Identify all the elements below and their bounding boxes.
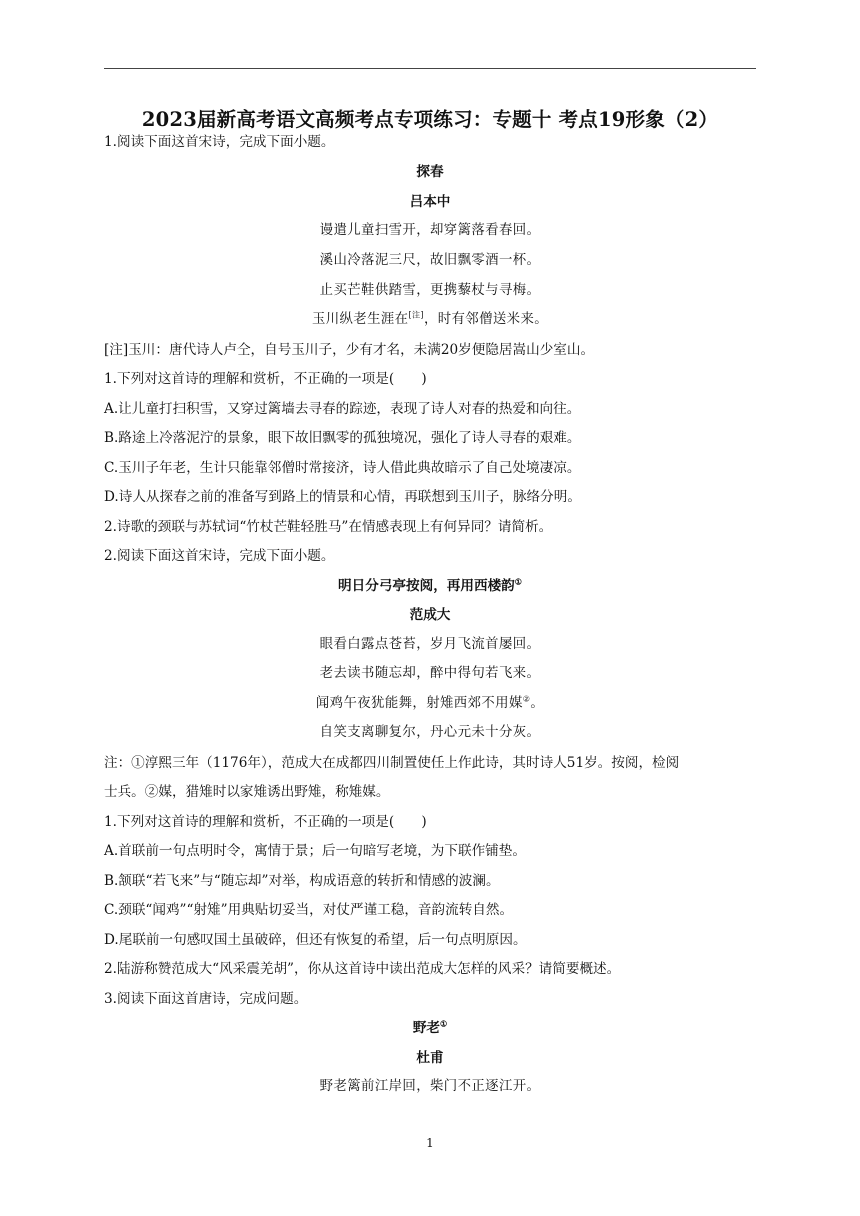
q1-author: 吕本中: [409, 194, 451, 210]
q1-sub2: 2.诗歌的颈联与苏轼词“竹杖芒鞋轻胜马”在情感表现上有何异同？请简析。: [104, 519, 553, 535]
q2-note-line-2: 士兵。②媒，猎雉时以家雉诱出野雉，称雉媒。: [104, 784, 390, 800]
q2-line3-part-a: 闻鸡午夜犹能舞，射雉西郊不用媒: [315, 696, 523, 711]
q1-poem-line-2: 溪山冷落泥三尺，故旧飘零酒一杯。: [319, 253, 541, 268]
q2-poem-line-2: 老去读书随忘却，醉中得句若飞来。: [319, 666, 541, 681]
q3-poem-title-text: 野老: [412, 1020, 440, 1036]
q2-poem-title-text: 明日分弓亭按阅，再用西楼韵: [338, 578, 515, 594]
q1-line4-note-mark: [注]: [408, 310, 424, 320]
q2-option-a: A.首联前一句点明时令，寓情于景；后一句暗写老境，为下联作铺垫。: [104, 843, 526, 859]
q2-option-d: D.尾联前一句感叹国土虽破碎，但还有恢复的希望，后一句点明原因。: [104, 932, 527, 948]
q1-poem-line-3: 止买芒鞋供踏雪，更携藜杖与寻梅。: [319, 283, 541, 298]
q3-poem-title: [0, 1019, 860, 1037]
q2-option-b: B.颔联“若飞来”与“随忘却”对举，构成语意的转折和情感的波澜。: [104, 873, 500, 889]
q2-poem-line-4: 自笑支离聊复尔，丹心元未十分灰。: [319, 725, 541, 740]
q2-line3-mark: ②: [522, 694, 531, 704]
q2-intro: 2.阅读下面这首宋诗，完成下面小题。: [104, 548, 335, 564]
q1-line4-part-a: 玉川纵老生涯在: [311, 312, 409, 327]
q2-poem-title-mark: ①: [514, 576, 522, 587]
q3-author: 杜甫: [416, 1050, 444, 1066]
q2-poem-title: [0, 577, 860, 595]
q1-intro: 1.阅读下面这首宋诗，完成下面小题。: [104, 134, 335, 150]
page-title: 2023届新高考语文高频考点专项练习：专题十 考点19形象（2）: [141, 108, 719, 131]
q2-poem-line-1: 眼看白露点苍苔，岁月飞流首屡回。: [319, 637, 541, 652]
q1-poem-line-1: 谩遣儿童扫雪开，却穿篱落看春回。: [319, 223, 541, 238]
q2-poem-line-3: [0, 695, 860, 713]
q1-line4-part-b: ，时有邻僧送米来。: [423, 312, 549, 327]
q3-poem-title-mark: ①: [440, 1018, 448, 1029]
q2-sub2: 2.陆游称赞范成大“风采震羌胡”，你从这首诗中读出范成大怎样的风采？请简要概述。: [104, 961, 621, 977]
q2-author: 范成大: [409, 607, 451, 623]
page-number: 1: [426, 1136, 434, 1150]
q1-note: [注]玉川：唐代诗人卢仝，自号玉川子，少有才名，未满20岁便隐居嵩山少室山。: [104, 342, 595, 358]
q1-option-b: B.路途上冷落泥泞的景象，眼下故旧飘零的孤独境况，强化了诗人寻春的艰难。: [104, 430, 581, 446]
q1-option-c: C.玉川子年老，生计只能靠邻僧时常接济，诗人借此典故暗示了自己处境凄凉。: [104, 460, 581, 476]
q3-intro: 3.阅读下面这首唐诗，完成问题。: [104, 991, 308, 1007]
q1-poem-title: 探春: [416, 164, 444, 180]
q2-note-line-1: 注：①淳熙三年（1176年），范成大在成都四川制置使任上作此诗，其时诗人51岁。按阅，检阅: [104, 755, 680, 771]
q1-option-a: A.让儿童打扫积雪，又穿过篱墙去寻春的踪迹，表现了诗人对春的热爱和向往。: [104, 401, 581, 417]
q2-line3-part-b: 。: [530, 696, 545, 711]
header-rule: [104, 68, 756, 69]
q1-option-d: D.诗人从探春之前的准备写到路上的情景和心情，再联想到玉川子，脉络分明。: [104, 489, 581, 505]
q2-option-c: C.颈联“闻鸡”“射雉”用典贴切妥当，对仗严谨工稳，音韵流转自然。: [104, 902, 514, 918]
q1-poem-line-4: [0, 311, 860, 329]
q3-poem-line-1: 野老篱前江岸回，柴门不正逐江开。: [319, 1079, 541, 1094]
q1-sub1: 1.下列对这首诗的理解和赏析，不正确的一项是( ): [104, 371, 427, 387]
q2-sub1: 1.下列对这首诗的理解和赏析，不正确的一项是( ): [104, 814, 427, 830]
